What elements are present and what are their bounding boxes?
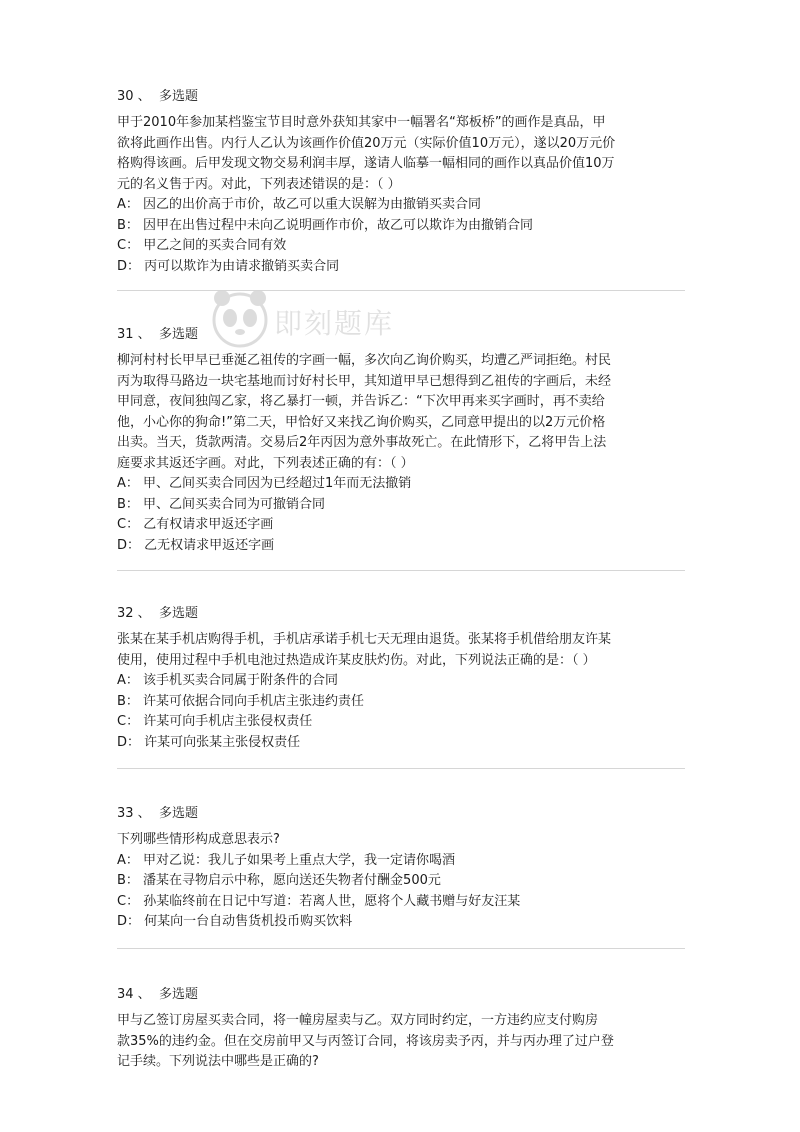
watermark-text: 即刻题库 <box>274 307 395 340</box>
question-number: 31 、 <box>117 327 151 342</box>
option-b[interactable]: B： 潘某在寻物启示中称，愿向送还失物者付酬金500元 <box>117 873 441 888</box>
question-type: 多选题 <box>158 806 198 821</box>
question-stem: 下列哪些情形构成意思表示? <box>117 832 280 847</box>
option-c[interactable]: C： 许某可向手机店主张侵权责任 <box>117 714 313 729</box>
question-number: 34 、 <box>117 987 151 1002</box>
question-header <box>117 804 685 824</box>
option-a[interactable]: A： 甲、乙间买卖合同因为已经超过1年而无法撤销 <box>117 476 412 491</box>
option-c[interactable]: C： 乙有权请求甲返还字画 <box>117 517 274 532</box>
divider <box>117 290 685 291</box>
question-number: 30 、 <box>117 89 151 104</box>
divider <box>117 570 685 571</box>
option-b[interactable]: B： 甲、乙间买卖合同为可撤销合同 <box>117 496 326 512</box>
question-type: 多选题 <box>158 987 198 1002</box>
question-31 <box>117 325 685 556</box>
question-header <box>117 604 685 624</box>
question-header <box>117 985 685 1005</box>
option-d[interactable]: D： 乙无权请求甲返还字画 <box>117 537 275 553</box>
question-type: 多选题 <box>158 327 198 342</box>
option-c[interactable]: C： 孙某临终前在日记中写道：若离人世，愿将个人藏书赠与好友汪某 <box>117 893 521 909</box>
option-d[interactable]: D： 丙可以欺诈为由请求撤销买卖合同 <box>117 258 340 274</box>
option-b[interactable]: B： 许某可依据合同向手机店主张违约责任 <box>117 693 365 709</box>
question-header <box>117 325 685 345</box>
question-stem: 甲于2010年参加某档鉴宝节目时意外获知其家中一幅署名“郑板桥”的画作是真品，甲 欲将此画作出售。内行人乙认为该画作价值20万元（实际价值10万元），遂以20万元价 格购得该画。后甲发现文物交易利润丰厚，遂请人临摹一幅相同的画作以真品价值10万 元的名义售于丙。对此，下列表述错误的是：（ ） <box>117 115 616 192</box>
question-33 <box>117 804 685 933</box>
question-stem: 甲与乙签订房屋买卖合同，将一幢房屋卖与乙。双方同时约定，一方违约应支付购房 款35%的违约金。但在交房前甲又与丙签订合同，将该房卖予丙，并与丙办理了过户登 记手续。下列说法中哪些是正确的? <box>117 1013 614 1069</box>
option-a[interactable]: A： 因乙的出价高于市价，故乙可以重大误解为由撤销买卖合同 <box>117 197 482 212</box>
option-a[interactable]: A： 该手机买卖合同属于附条件的合同 <box>117 673 339 688</box>
question-34 <box>117 985 685 1073</box>
option-d[interactable]: D： 何某向一台自动售货机投币购买饮料 <box>117 914 353 929</box>
question-number: 32 、 <box>117 606 151 621</box>
divider <box>117 768 685 769</box>
question-stem: 柳河村村长甲早已垂涎乙祖传的字画一幅，多次向乙询价购买，均遭乙严词拒绝。村民 丙为取得马路边一块宅基地而讨好村长甲，其知道甲早已想得到乙祖传的字画后，未经 甲同意，夜间独闯乙家，将乙暴打一顿，并告诉乙：“下次甲再来买字画时，再不卖给 他，小心你的狗命!”第二天，甲恰好又来找乙询价购买，乙同意甲提出的以2万元价格 出卖。当天，货款两清。交易后2年丙因为意外事故死亡。在此情形下，乙将甲告上法 庭要求其返还字画。对此，下列表述正确的有：（ ） <box>117 353 612 471</box>
question-30 <box>117 87 685 277</box>
question-type: 多选题 <box>158 606 198 621</box>
question-32 <box>117 604 685 753</box>
divider <box>117 948 685 949</box>
question-header <box>117 87 685 107</box>
option-b[interactable]: B： 因甲在出售过程中未向乙说明画作市价，故乙可以欺诈为由撤销合同 <box>117 217 534 233</box>
option-a[interactable]: A： 甲对乙说：我儿子如果考上重点大学，我一定请你喝酒 <box>117 852 456 868</box>
question-number: 33 、 <box>117 806 151 821</box>
question-stem: 张某在某手机店购得手机，手机店承诺手机七天无理由退货。张某将手机借给朋友许某 使用，使用过程中手机电池过热造成许某皮肤灼伤。对此，下列说法正确的是：（ ） <box>117 632 612 668</box>
option-d[interactable]: D： 许某可向张某主张侵权责任 <box>117 734 301 750</box>
question-type: 多选题 <box>158 89 198 104</box>
option-c[interactable]: C： 甲乙之间的买卖合同有效 <box>117 238 287 253</box>
